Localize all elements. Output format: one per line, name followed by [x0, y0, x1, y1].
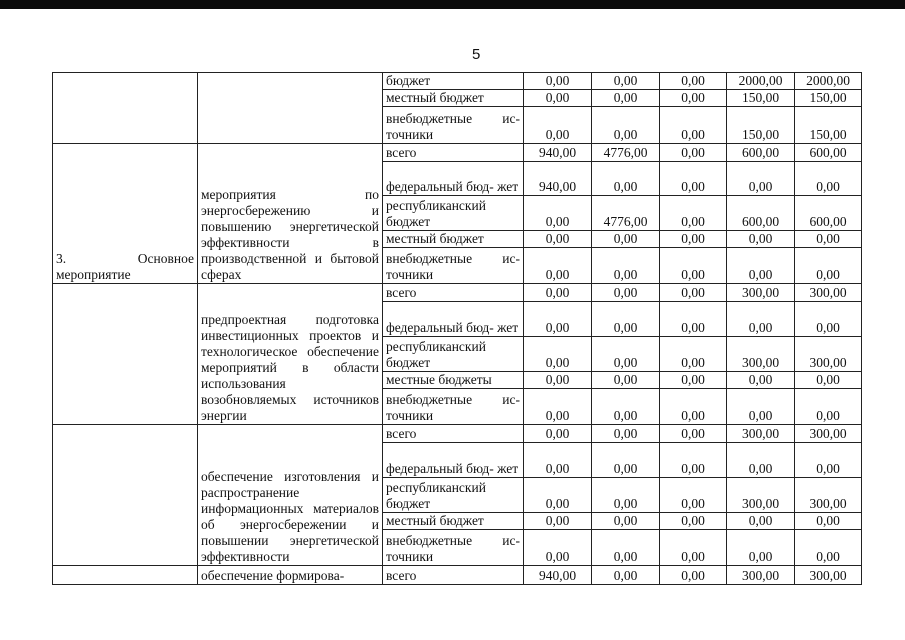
amount-cell: 0,00: [660, 284, 727, 302]
amount-cell: 0,00: [592, 478, 660, 513]
amount-cell: 0,00: [660, 566, 727, 585]
amount-cell: 0,00: [660, 443, 727, 478]
activity-description-cell: мероприятия по энергосбережению и повышению энергетической эффективности в производственной и бытовой сферах: [198, 144, 383, 284]
activity-title-cell: [53, 73, 198, 144]
table-row: [53, 144, 862, 162]
budget-table: [52, 72, 862, 585]
amount-cell: 300,00: [795, 337, 862, 372]
amount-cell: 300,00: [795, 284, 862, 302]
funding-source-cell: федеральный бюд- жет: [383, 302, 524, 337]
activity-description-cell: обеспечение формирова-: [198, 566, 383, 585]
activity-title-cell: [53, 425, 198, 566]
amount-cell: 0,00: [660, 372, 727, 389]
funding-source-cell: всего: [383, 144, 524, 162]
amount-cell: 2000,00: [727, 73, 795, 90]
amount-cell: 300,00: [727, 284, 795, 302]
amount-cell: 0,00: [592, 372, 660, 389]
amount-cell: 0,00: [524, 478, 592, 513]
amount-cell: 150,00: [727, 90, 795, 107]
amount-cell: 0,00: [795, 443, 862, 478]
amount-cell: 0,00: [592, 566, 660, 585]
funding-source-cell: всего: [383, 425, 524, 443]
amount-cell: 0,00: [592, 73, 660, 90]
amount-cell: 0,00: [524, 90, 592, 107]
funding-source-cell: внебюджетные ис- точники: [383, 530, 524, 566]
table-row: [53, 425, 862, 443]
table-row: [53, 73, 862, 90]
amount-cell: 0,00: [592, 302, 660, 337]
amount-cell: 300,00: [795, 478, 862, 513]
amount-cell: 0,00: [592, 90, 660, 107]
amount-cell: 0,00: [524, 196, 592, 231]
funding-source-cell: местный бюджет: [383, 513, 524, 530]
table-row: [53, 566, 862, 585]
amount-cell: 0,00: [660, 425, 727, 443]
amount-cell: 4776,00: [592, 144, 660, 162]
funding-source-cell: федеральный бюд- жет: [383, 162, 524, 196]
amount-cell: 0,00: [795, 513, 862, 530]
amount-cell: 300,00: [727, 566, 795, 585]
amount-cell: 0,00: [592, 337, 660, 372]
amount-cell: 0,00: [524, 443, 592, 478]
amount-cell: 600,00: [795, 196, 862, 231]
amount-cell: 0,00: [524, 73, 592, 90]
funding-source-cell: внебюджетные ис- точники: [383, 248, 524, 284]
funding-source-cell: всего: [383, 566, 524, 585]
amount-cell: 2000,00: [795, 73, 862, 90]
amount-cell: 150,00: [727, 107, 795, 144]
funding-source-cell: республиканский бюджет: [383, 196, 524, 231]
amount-cell: 0,00: [727, 162, 795, 196]
funding-source-cell: республиканский бюджет: [383, 478, 524, 513]
amount-cell: 940,00: [524, 162, 592, 196]
amount-cell: 0,00: [660, 107, 727, 144]
amount-cell: 300,00: [727, 478, 795, 513]
amount-cell: 0,00: [592, 513, 660, 530]
activity-description-cell: предпроектная подготовка инвестиционных проектов и технологическое обеспечение мероприятий в области использования возобновляемых источников энергии: [198, 284, 383, 425]
activity-title-cell: [53, 566, 198, 585]
amount-cell: 0,00: [795, 389, 862, 425]
amount-cell: 300,00: [727, 425, 795, 443]
amount-cell: 0,00: [660, 231, 727, 248]
amount-cell: 0,00: [592, 425, 660, 443]
amount-cell: 0,00: [660, 513, 727, 530]
amount-cell: 0,00: [592, 107, 660, 144]
amount-cell: 0,00: [592, 162, 660, 196]
amount-cell: 0,00: [524, 302, 592, 337]
amount-cell: 0,00: [524, 530, 592, 566]
amount-cell: 0,00: [660, 389, 727, 425]
amount-cell: 0,00: [727, 372, 795, 389]
amount-cell: 300,00: [795, 425, 862, 443]
amount-cell: 150,00: [795, 107, 862, 144]
amount-cell: 0,00: [727, 231, 795, 248]
amount-cell: 0,00: [524, 513, 592, 530]
funding-source-cell: местный бюджет: [383, 231, 524, 248]
amount-cell: 940,00: [524, 144, 592, 162]
amount-cell: 0,00: [524, 231, 592, 248]
amount-cell: 0,00: [524, 248, 592, 284]
funding-source-cell: республиканский бюджет: [383, 337, 524, 372]
amount-cell: 0,00: [592, 231, 660, 248]
amount-cell: 0,00: [524, 337, 592, 372]
amount-cell: 0,00: [524, 425, 592, 443]
funding-source-cell: бюджет: [383, 73, 524, 90]
amount-cell: 0,00: [592, 443, 660, 478]
amount-cell: 0,00: [795, 530, 862, 566]
amount-cell: 0,00: [524, 284, 592, 302]
amount-cell: 0,00: [795, 372, 862, 389]
amount-cell: 0,00: [795, 302, 862, 337]
amount-cell: 150,00: [795, 90, 862, 107]
amount-cell: 0,00: [660, 337, 727, 372]
amount-cell: 0,00: [524, 107, 592, 144]
amount-cell: 0,00: [524, 372, 592, 389]
amount-cell: 0,00: [795, 162, 862, 196]
funding-source-cell: всего: [383, 284, 524, 302]
funding-source-cell: внебюджетные ис- точники: [383, 107, 524, 144]
amount-cell: 0,00: [727, 389, 795, 425]
amount-cell: 600,00: [727, 196, 795, 231]
amount-cell: 0,00: [592, 530, 660, 566]
amount-cell: 0,00: [660, 162, 727, 196]
amount-cell: 600,00: [795, 144, 862, 162]
amount-cell: 0,00: [727, 443, 795, 478]
page-number: 5: [472, 46, 481, 63]
activity-title-cell: [53, 284, 198, 425]
amount-cell: 0,00: [660, 478, 727, 513]
amount-cell: 0,00: [660, 530, 727, 566]
amount-cell: 0,00: [524, 389, 592, 425]
amount-cell: 0,00: [660, 196, 727, 231]
activity-description-cell: [198, 73, 383, 144]
funding-source-cell: федеральный бюд- жет: [383, 443, 524, 478]
amount-cell: 300,00: [727, 337, 795, 372]
scan-top-edge: [0, 0, 905, 9]
funding-source-cell: внебюджетные ис- точники: [383, 389, 524, 425]
activity-title-cell: 3. Основное мероприятие: [53, 144, 198, 284]
amount-cell: 0,00: [660, 90, 727, 107]
amount-cell: 0,00: [727, 513, 795, 530]
funding-source-cell: местный бюджет: [383, 90, 524, 107]
amount-cell: 0,00: [660, 144, 727, 162]
activity-description-cell: обеспечение изготовления и распространение информационных материалов об энергосбережении и повышении энергетической эффективности: [198, 425, 383, 566]
amount-cell: 0,00: [727, 302, 795, 337]
amount-cell: 0,00: [660, 302, 727, 337]
amount-cell: 0,00: [592, 389, 660, 425]
amount-cell: 4776,00: [592, 196, 660, 231]
amount-cell: 600,00: [727, 144, 795, 162]
amount-cell: 0,00: [727, 248, 795, 284]
amount-cell: 0,00: [592, 284, 660, 302]
amount-cell: 0,00: [592, 248, 660, 284]
amount-cell: 940,00: [524, 566, 592, 585]
amount-cell: 0,00: [727, 530, 795, 566]
budget-table-body: [53, 73, 862, 585]
amount-cell: 0,00: [795, 248, 862, 284]
amount-cell: 300,00: [795, 566, 862, 585]
amount-cell: 0,00: [660, 248, 727, 284]
amount-cell: 0,00: [660, 73, 727, 90]
table-row: [53, 284, 862, 302]
amount-cell: 0,00: [795, 231, 862, 248]
funding-source-cell: местные бюджеты: [383, 372, 524, 389]
